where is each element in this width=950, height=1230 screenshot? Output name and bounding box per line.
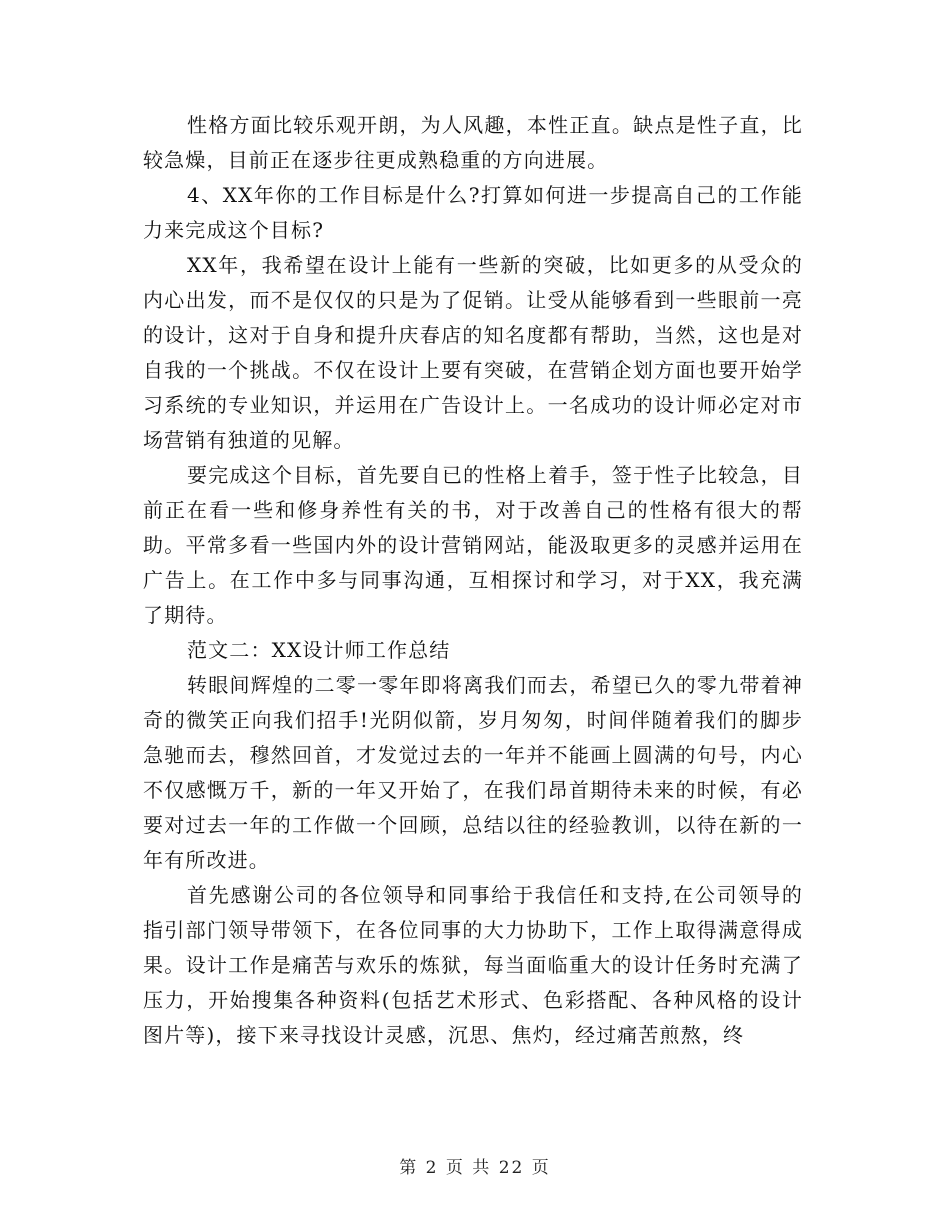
paragraph-year-review: 转眼间辉煌的二零一零年即将离我们而去，希望已久的零九带着神奇的微笑正向我们招手!光阴似箭，岁月匆匆，时间伴随着我们的脚步急驰而去，穆然回首，才发觉过去的一年并不能画上圆满的句号，内心不仅感慨万千，新的一年又开始了，在我们昂首期待未来的时候，有必要对过去一年的工作做一个回顾，总结以往的经验教训，以待在新的一年有所改进。 bbox=[143, 673, 803, 872]
section-heading: 范文二：XX设计师工作总结 bbox=[187, 638, 451, 662]
paragraph-design-goals: XX年，我希望在设计上能有一些新的突破，比如更多的从受众的内心出发，而不是仅仅的只是为了促销。让受从能够看到一些眼前一亮的设计，这对于自身和提升庆春店的知名度都有帮助，当然，这也是对自我的一个挑战。不仅在设计上要有突破，在营销企划方面也要开始学习系统的专业知识，并运用在广告设计上。一名成功的设计师必定对市场营销有独道的见解。 bbox=[143, 253, 803, 452]
document-body bbox=[143, 108, 803, 1053]
paragraph-personality: 性格方面比较乐观开朗，为人风趣，本性正直。缺点是性子直，比较急燥，目前正在逐步往更成熟稳重的方向进展。 bbox=[143, 113, 803, 172]
page-number-footer: 第 2 页 共 22 页 bbox=[399, 1158, 551, 1178]
paragraph-thanks: 首先感谢公司的各位领导和同事给于我信任和支持,在公司领导的指引部门领导带领下，在各位同事的大力协助下，工作上取得满意得成果。设计工作是痛苦与欢乐的炼狱，每当面临重大的设计任务时充满了压力，开始搜集各种资料(包括艺术形式、色彩搭配、各种风格的设计图片等)，接下来寻找设计灵感，沉思、焦灼，经过痛苦煎熬，终 bbox=[143, 883, 803, 1047]
paragraph-question-4: 4、XX年你的工作目标是什么?打算如何进一步提高自己的工作能力来完成这个目标? bbox=[143, 183, 803, 242]
paragraph-achieve-goals: 要完成这个目标，首先要自已的性格上着手，签于性子比较急，目前正在看一些和修身养性有关的书，对于改善自己的性格有很大的帮助。平常多看一些国内外的设计营销网站，能汲取更多的灵感并运用在广告上。在工作中多与同事沟通，互相探讨和学习，对于XX，我充满了期待。 bbox=[143, 463, 803, 627]
